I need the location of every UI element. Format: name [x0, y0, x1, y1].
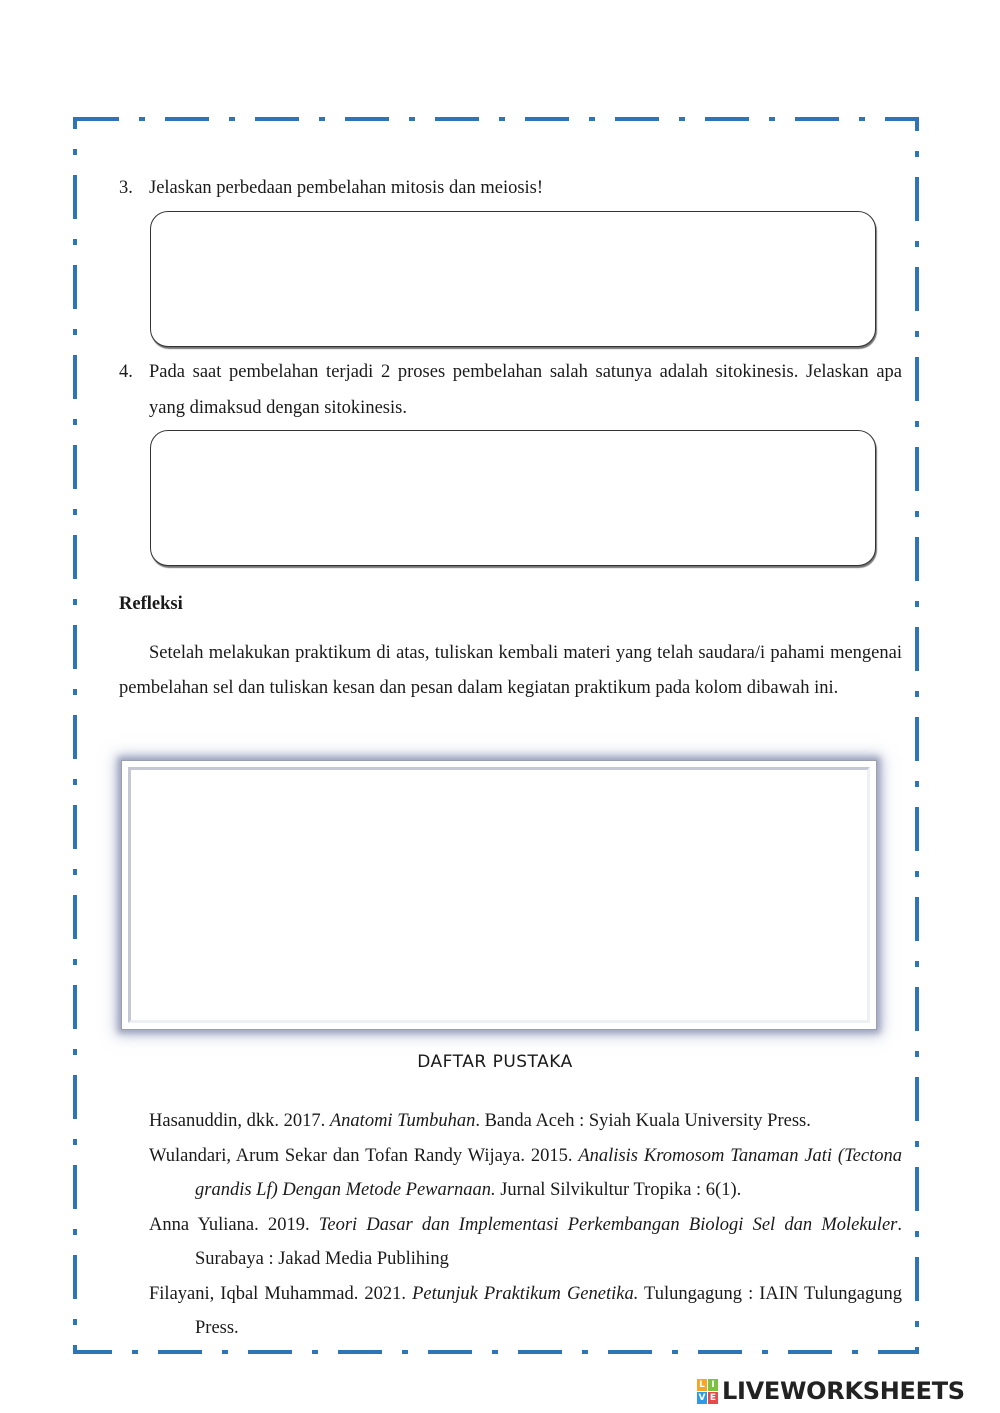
reference-text: Jurnal Silvikultur Tropika : 6(1).	[495, 1180, 742, 1200]
reference-title: Teori Dasar dan Implementasi Perkembangan Biologi Sel dan Molekuler	[318, 1214, 898, 1235]
question-3	[119, 170, 902, 206]
question-number: 4.	[119, 362, 133, 382]
reference-text: Hasanuddin, dkk. 2017.	[149, 1111, 330, 1131]
question-text: Pada saat pembelahan terjadi 2 proses pembelahan salah satunya adalah sitokinesis. Jelaskan apa yang dimaksud dengan sitokinesis.	[149, 362, 902, 418]
liveworksheets-wordmark: LIVEWORKSHEETS	[722, 1377, 965, 1405]
liveworksheets-logo	[697, 1377, 993, 1407]
reflection-heading: Refleksi	[119, 594, 183, 614]
badge-letter: V	[698, 1393, 706, 1403]
reference-item	[149, 1208, 902, 1277]
badge-letter: I	[708, 1379, 718, 1391]
reference-title: Petunjuk Praktikum Genetika.	[412, 1283, 639, 1304]
reference-item	[149, 1277, 902, 1346]
question-text: Jelaskan perbedaan pembelahan mitosis dan meiosis!	[149, 178, 544, 198]
reference-text: Filayani, Iqbal Muhammad. 2021.	[149, 1283, 413, 1304]
badge-letter: L	[697, 1379, 707, 1391]
reference-text: Tulungagung : IAIN Tulungagung Press.	[195, 1283, 903, 1338]
reflection-instructions: Setelah melakukan praktikum di atas, tuliskan kembali materi yang telah saudara/i pahami mengenai pembelahan sel dan tuliskan kesan dan pesan dalam kegiatan praktikum pada kolom dibawah ini.	[119, 643, 902, 698]
reference-title: Anatomi Tumbuhan	[329, 1111, 476, 1131]
answer-box-question-4[interactable]	[150, 430, 876, 566]
reference-text: . Banda Aceh : Syiah Kuala University Press.	[475, 1111, 811, 1131]
reference-text: . Surabaya : Jakad Media Publihing	[195, 1214, 902, 1269]
live-badge-icon	[697, 1379, 719, 1405]
reflection-answer-box[interactable]	[121, 760, 877, 1030]
question-4	[119, 354, 902, 426]
reference-text: Wulandari, Arum Sekar dan Tofan Randy Wijaya. 2015.	[149, 1145, 579, 1166]
bibliography-title: DAFTAR PUSTAKA	[417, 1052, 573, 1072]
reference-text: Anna Yuliana. 2019.	[149, 1214, 319, 1235]
badge-letter: E	[709, 1393, 717, 1403]
question-number: 3.	[119, 178, 133, 198]
reflection-answer-inner[interactable]	[128, 767, 870, 1023]
answer-box-question-3[interactable]	[150, 211, 876, 347]
reference-list	[149, 1104, 902, 1346]
reference-item	[149, 1139, 902, 1208]
reference-item	[149, 1104, 902, 1139]
reference-title: Analisis Kromosom Tanaman Jati (Tectona grandis Lf) Dengan Metode Pewarnaan.	[195, 1145, 902, 1200]
